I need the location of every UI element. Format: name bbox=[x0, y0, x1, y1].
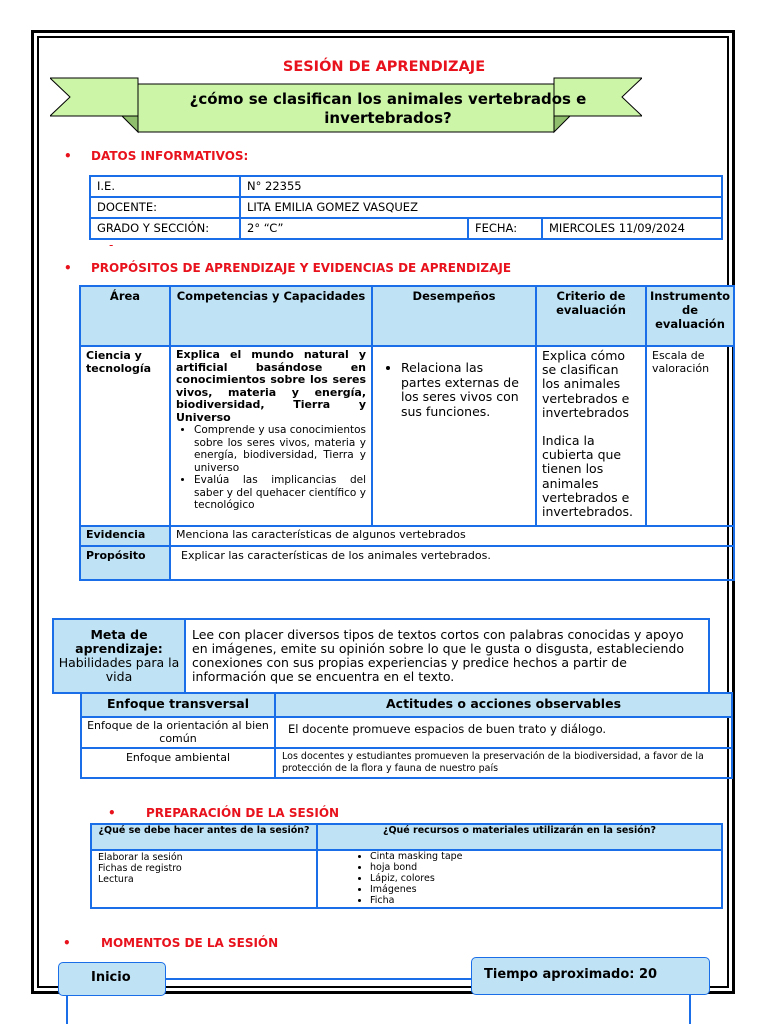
desempeno-item: • Relaciona las partes externas de los seres vivos con sus funciones. bbox=[401, 361, 521, 419]
antes-header: ¿Qué se debe hacer antes de la sesión? bbox=[91, 824, 317, 850]
recurso-item: • Imágenes bbox=[370, 884, 717, 895]
actitud-1: El docente promueve espacios de buen trato y diálogo. bbox=[275, 717, 732, 748]
question-line-1: ¿cómo se clasifican los animales vertebrados e bbox=[189, 90, 587, 108]
meta-label-bold: Meta de aprendizaje: bbox=[75, 627, 163, 656]
bullet-icon: • bbox=[63, 936, 71, 950]
header-criterio: Criterio de evaluación bbox=[536, 286, 646, 346]
header-desempenos: Desempeños bbox=[372, 286, 536, 346]
fecha-value: MIERCOLES 11/09/2024 bbox=[542, 218, 722, 239]
capacidad-2: • Evalúa las implicancias del saber y del quehacer científico y tecnológico bbox=[194, 474, 366, 512]
antes-cell bbox=[91, 850, 317, 908]
bullet-icon: • bbox=[108, 806, 116, 820]
session-title: SESIÓN DE APRENDIZAJE bbox=[282, 59, 486, 75]
ie-value: N° 22355 bbox=[240, 176, 722, 197]
recursos-header: ¿Qué recursos o materiales utilizarán en la sesión? bbox=[317, 824, 722, 850]
header-area: Área bbox=[80, 286, 170, 346]
criterio-1: Explica cómo se clasifican los animales vertebrados e invertebrados bbox=[542, 348, 630, 420]
preparacion-table bbox=[90, 823, 723, 909]
meta-table bbox=[52, 618, 710, 694]
antes-item-1: Elaborar la sesión bbox=[98, 852, 183, 863]
recurso-item: • Lápiz, colores bbox=[370, 873, 717, 884]
evidencia-label: Evidencia bbox=[80, 526, 170, 546]
connector-line bbox=[166, 978, 472, 980]
heading-momentos-text: MOMENTOS DE LA SESIÓN bbox=[101, 936, 279, 950]
heading-preparacion bbox=[108, 806, 340, 820]
meta-label-cell bbox=[53, 619, 185, 693]
enfoque-2: Enfoque ambiental bbox=[81, 748, 275, 778]
heading-propositos bbox=[64, 261, 512, 275]
enfoque-header: Enfoque transversal bbox=[81, 693, 275, 717]
header-instrumento: Instrumento de evaluación bbox=[646, 286, 734, 346]
red-dash: - bbox=[109, 238, 114, 252]
recursos-cell bbox=[317, 850, 722, 908]
criterio-2: Indica la cubierta que tienen los animales vertebrados e invertebrados. bbox=[542, 433, 634, 520]
recurso-item: • Cinta masking tape bbox=[370, 851, 717, 862]
recurso-item: • Ficha bbox=[370, 895, 717, 906]
bullet-icon: • bbox=[64, 149, 72, 163]
recurso-item: • hoja bond bbox=[370, 862, 717, 873]
heading-datos bbox=[64, 149, 249, 163]
docente-value: LITA EMILIA GOMEZ VASQUEZ bbox=[240, 197, 722, 218]
heading-propositos-text: PROPÓSITOS DE APRENDIZAJE Y EVIDENCIAS DE APRENDIZAJE bbox=[91, 261, 512, 275]
actitudes-header: Actitudes o acciones observables bbox=[275, 693, 732, 717]
inicio-box: Inicio bbox=[58, 962, 166, 996]
competencia-text: Explica el mundo natural y artificial basándose en conocimientos sobre los seres vivos, materia y energía, biodiversidad, Tierra y Universo bbox=[176, 348, 366, 424]
enfoques-table bbox=[80, 692, 733, 779]
heading-momentos bbox=[63, 936, 279, 950]
grado-value: 2° “C” bbox=[240, 218, 468, 239]
meta-label-normal: Habilidades para la vida bbox=[58, 655, 180, 684]
evidencia-value: Menciona las características de algunos vertebrados bbox=[170, 526, 734, 546]
meta-text: Lee con placer diversos tipos de textos cortos con palabras conocidas y apoyo en imágenes, emite su opinión sobre lo que le gusta o disgusta, estableciendo conexiones con sus propias experiencias y predice hechos a partir de información que se encuentra en el texto. bbox=[185, 619, 709, 693]
fecha-label: FECHA: bbox=[468, 218, 542, 239]
proposito-value: Explicar las características de los animales vertebrados. bbox=[170, 546, 734, 580]
proposito-label: Propósito bbox=[80, 546, 170, 580]
grado-label: GRADO Y SECCIÓN: bbox=[90, 218, 240, 239]
heading-preparacion-text: PREPARACIÓN DE LA SESIÓN bbox=[146, 806, 340, 820]
docente-label: DOCENTE: bbox=[90, 197, 240, 218]
session-question bbox=[140, 90, 636, 128]
instrumento-cell: Escala de valoración bbox=[646, 346, 734, 526]
desempeno-cell bbox=[372, 346, 536, 526]
heading-datos-text: DATOS INFORMATIVOS: bbox=[91, 149, 249, 163]
competencias-cell bbox=[170, 346, 372, 526]
propositos-table bbox=[79, 285, 735, 581]
enfoque-1: Enfoque de la orientación al bien común bbox=[81, 717, 275, 748]
datos-table bbox=[89, 175, 723, 240]
actitud-2: Los docentes y estudiantes promueven la preservación de la biodiversidad, a favor de la protección de la flora y fauna de nuestro país bbox=[275, 748, 732, 778]
antes-item-2: Fichas de registro bbox=[98, 863, 182, 874]
antes-item-3: Lectura bbox=[98, 874, 134, 885]
question-line-2: invertebrados? bbox=[324, 109, 452, 127]
capacidad-1: • Comprende y usa conocimientos sobre los seres vivos, materia y energía, biodiversidad, Tierra y universo bbox=[194, 424, 366, 474]
left-line bbox=[66, 996, 68, 1024]
bullet-icon: • bbox=[64, 261, 72, 275]
right-line bbox=[689, 995, 691, 1024]
area-cell: Ciencia y tecnología bbox=[80, 346, 170, 526]
ie-label: I.E. bbox=[90, 176, 240, 197]
criterio-cell bbox=[536, 346, 646, 526]
tiempo-box: Tiempo aproximado: 20 bbox=[471, 957, 710, 995]
header-competencias: Competencias y Capacidades bbox=[170, 286, 372, 346]
